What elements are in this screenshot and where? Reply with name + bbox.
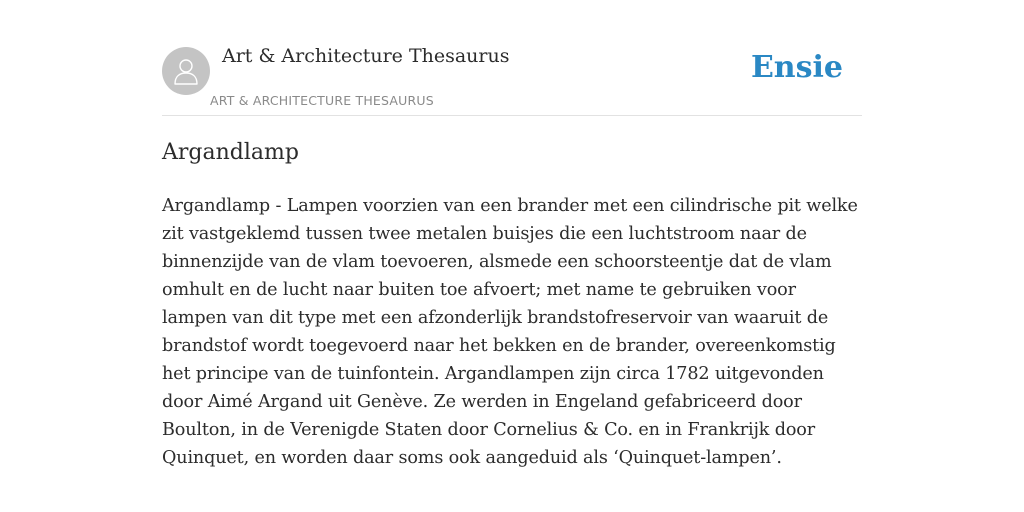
- source-header: [162, 0, 862, 116]
- avatar[interactable]: [162, 47, 210, 95]
- user-icon: [172, 56, 200, 86]
- source-title[interactable]: Art & Architecture Thesaurus: [222, 45, 510, 67]
- content-container: [162, 0, 862, 468]
- source-subtitle[interactable]: ART & ARCHITECTURE THESAURUS: [210, 93, 434, 108]
- page-title: Argandlamp: [162, 140, 299, 165]
- definition-text: Argandlamp - Lampen voorzien van een brander met een cilindrische pit welke zit vastgeklemd tussen twee metalen buisjes die een luchtstroom naar de binnenzijde van de vlam toevoeren, alsmede een schoorsteentje dat de vlam omhult en de lucht naar buiten toe afvoert; met name te gebruiken voor lampen van dit type met een afzonderlijk brandstofreservoir van waaruit de brandstof wordt toegevoerd naar het bekken en de brander, overeenkomstig het principe van de tuinfontein. Argandlampen zijn circa 1782 uitgevonden door Aimé Argand uit Genève. Ze werden in Engeland gefabriceerd door Boulton, in de Verenigde Staten door Cornelius & Co. en in Frankrijk door Quinquet, en worden daar soms ook aangeduid als ‘Quinquet-lampen’.: [162, 196, 858, 468]
- ensie-logo[interactable]: Ensie: [750, 50, 843, 85]
